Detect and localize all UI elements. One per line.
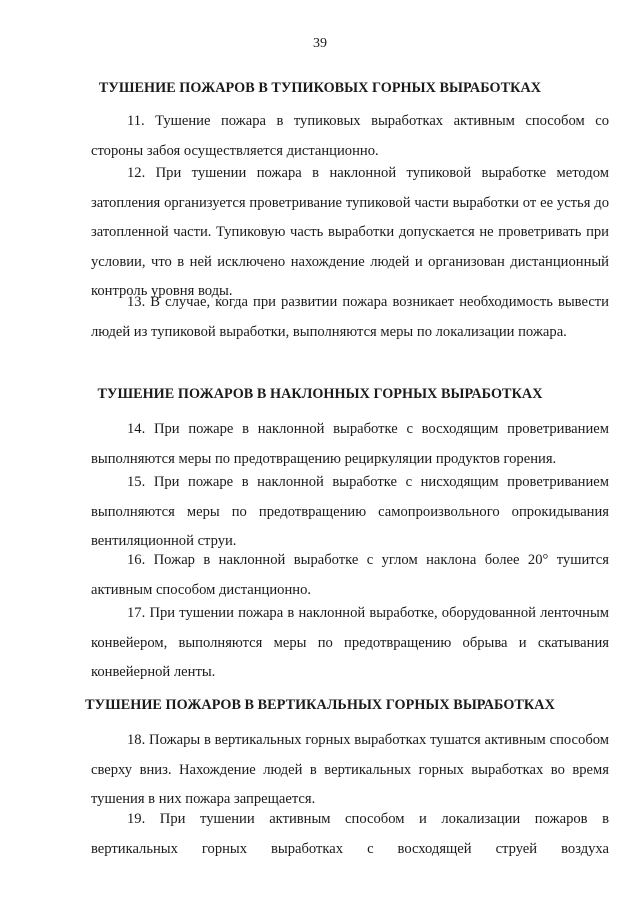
paragraph-17: 17. При тушении пожара в наклонной выработке, оборудованной ленточным конвейером, выполняются меры по предотвращению обрыва и скатывания конвейерной ленты.	[91, 605, 609, 680]
paragraph-18: 18. Пожары в вертикальных горных выработках тушатся активным способом сверху вниз. Нахождение людей в вертикальных горных выработках во время тушения в них пожара запрещается.	[91, 732, 609, 807]
section-title-vertical: ТУШЕНИЕ ПОЖАРОВ В ВЕРТИКАЛЬНЫХ ГОРНЫХ ВЫРАБОТКАХ	[85, 697, 555, 713]
section-title-dead-end: ТУШЕНИЕ ПОЖАРОВ В ТУПИКОВЫХ ГОРНЫХ ВЫРАБОТКАХ	[98, 80, 542, 96]
paragraph-16: 16. Пожар в наклонной выработке с углом наклона более 20° тушится активным способом дистанционно.	[91, 552, 609, 598]
page-number: 39	[313, 36, 327, 51]
paragraph-14: 14. При пожаре в наклонной выработке с восходящим проветриванием выполняются меры по предотвращению рециркуляции продуктов горения.	[91, 421, 609, 467]
paragraph-11: 11. Тушение пожара в тупиковых выработках активным способом со стороны забоя осуществляется дистанционно.	[91, 113, 609, 159]
paragraph-13: 13. В случае, когда при развитии пожара возникает необходимость вывести людей из тупиковой выработки, выполняются меры по локализации пожара.	[91, 294, 609, 340]
section-title-inclined: ТУШЕНИЕ ПОЖАРОВ В НАКЛОННЫХ ГОРНЫХ ВЫРАБОТКАХ	[97, 386, 543, 402]
paragraph-15: 15. При пожаре в наклонной выработке с нисходящим проветриванием выполняются меры по предотвращению самопроизвольного опрокидывания вентиляционной струи.	[91, 474, 609, 549]
paragraph-12: 12. При тушении пожара в наклонной тупиковой выработке методом затопления организуется проветривание тупиковой части выработки от ее устья до затопленной части. Тупиковую часть выработки допускается не проветривать при условии, что в ней исключено нахождение людей и организован дистанционный контроль уровня воды.	[91, 165, 609, 299]
paragraph-19: 19. При тушении активным способом и локализации пожаров в вертикальных горных выработках с восходящей струей воздуха	[91, 811, 609, 857]
